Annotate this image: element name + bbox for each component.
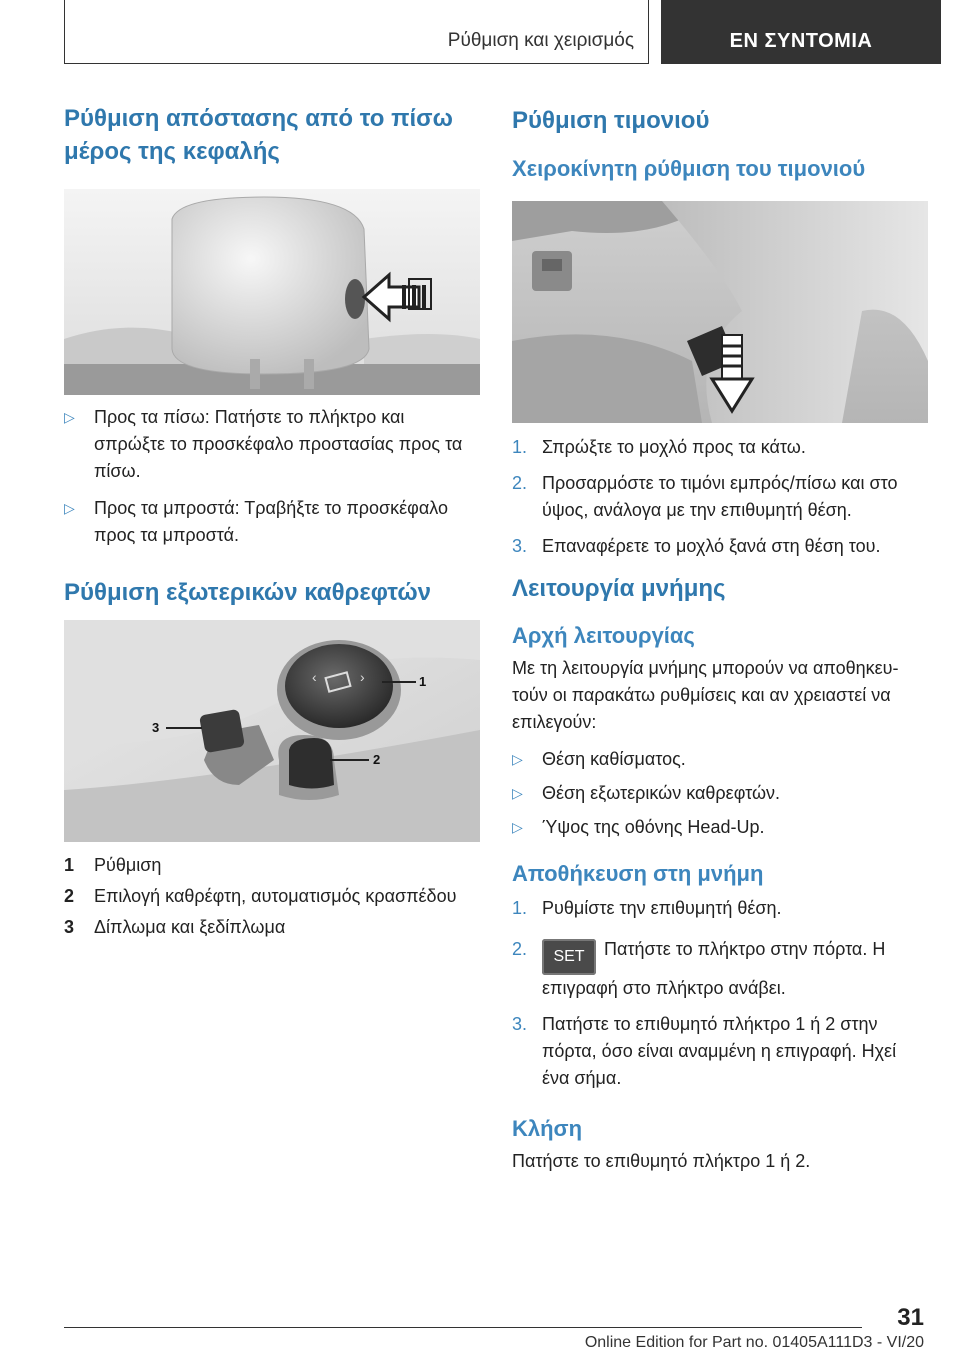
svg-text:›: › — [360, 669, 365, 685]
header-section-box — [64, 0, 649, 64]
recall-subtitle: Κλήση — [512, 1116, 583, 1141]
step-num: 1. — [512, 898, 528, 918]
store-subtitle: Αποθήκευση στη μνήμη — [512, 861, 764, 886]
footer-divider — [64, 1327, 862, 1328]
list-item: ▷ Θέση καθίσματος. — [512, 746, 928, 773]
list-item — [512, 895, 928, 922]
mirror-title: Ρύθμιση εξωτερικών καθρεφτών — [64, 579, 431, 606]
mirror-callout-2: 2 — [373, 752, 381, 767]
mirror-legend — [64, 852, 484, 941]
list-item — [512, 936, 928, 1002]
steering-steps — [512, 434, 928, 560]
step-text: Σπρώξτε το μοχλό προς τα κάτω. — [542, 437, 806, 457]
list-item: ▷ Θέση εξωτερικών καθρεφτών. — [512, 780, 928, 807]
footer-edition: Online Edition for Part no. 01405A111D3 - VI/20 — [584, 1334, 924, 1351]
steering-subtitle: Χειροκίνητη ρύθμιση του τιμονιού — [512, 156, 866, 181]
steering-lever-image — [512, 201, 928, 423]
memory-intro: Με τη λειτουργία μνήμης μπορούν να αποθηκευ‐τούν οι παρακάτω ρυθμίσεις και αν χρειαστεί να επιλεγούν: — [512, 658, 899, 732]
header-section: Ρύθμιση και χειρισμός — [447, 30, 634, 51]
step-text: Προσαρμόστε το τιμόνι εμπρός/πίσω και στο ύψος, ανάλογα με την επιθυμητή θέση. — [542, 473, 898, 520]
list-item: ▷ Προς τα πίσω: Πατήστε το πλήκτρο και σπρώξτε το προσκέφαλο προστασίας προς τα πίσω. — [64, 404, 480, 485]
legend-text: Επιλογή καθρέφτη, αυτοματισμός κρασπέδου — [94, 886, 457, 906]
step-num: 2. — [512, 473, 528, 493]
memory-list — [512, 746, 928, 841]
step-text: Επαναφέρετε το μοχλό ξανά στη θέση του. — [542, 536, 881, 556]
list-item: ▷ Ύψος της οθόνης Head-Up. — [512, 814, 928, 841]
list-item — [512, 434, 928, 461]
recall-text: Πατήστε το επιθυμητό πλήκτρο 1 ή 2. — [512, 1151, 811, 1171]
page-number: 31 — [897, 1304, 924, 1331]
list-item: ▷ Προς τα μπροστά: Τραβήξτε το προσκέφαλο προς τα μπροστά. — [64, 495, 480, 549]
legend-text: Ρύθμιση — [94, 855, 162, 875]
mirror-title-wrap — [64, 576, 484, 609]
legend-item — [64, 883, 484, 910]
steering-steps-wrap — [512, 434, 928, 569]
header-chapter: ΕΝ ΣΥΝΤΟΜΙΑ — [729, 30, 873, 52]
list-item — [512, 470, 928, 524]
mirror-callout-1: 1 — [419, 674, 427, 689]
list-item — [512, 533, 928, 560]
right-column-top — [512, 104, 928, 184]
legend-num: 3 — [64, 917, 75, 937]
step-text: Πατήστε το πλήκτρο στην πόρτα. Η επιγραφή στο πλήκτρο ανάβει. — [542, 939, 886, 998]
legend-num: 2 — [64, 886, 75, 906]
svg-text:‹: ‹ — [312, 669, 317, 685]
mirror-switch-image — [64, 620, 480, 842]
set-button-icon: SET — [542, 939, 596, 975]
legend-text: Δίπλωμα και ξεδίπλωμα — [94, 917, 286, 937]
step-num: 3. — [512, 536, 528, 556]
step-num: 3. — [512, 1014, 528, 1034]
legend-num: 1 — [64, 855, 75, 875]
step-text: Ρυθμίστε την επιθυμητή θέση. — [542, 898, 782, 918]
left-column — [64, 102, 480, 168]
headrest-list-wrap — [64, 404, 480, 559]
memory-wrap — [512, 572, 928, 1175]
legend-item — [64, 914, 484, 941]
mirror-legend-wrap — [64, 852, 484, 945]
step-num: 1. — [512, 437, 528, 457]
memory-subtitle: Αρχή λειτουργίας — [512, 623, 695, 648]
headrest-image — [64, 189, 480, 395]
list-item — [512, 1011, 928, 1092]
step-text: Πατήστε το επιθυμητό πλήκτρο 1 ή 2 στην πόρτα, όσο είναι αναμμένη η επιγραφή. Ηχεί ένα σήμα. — [542, 1014, 897, 1088]
header-chapter-box — [661, 0, 941, 64]
mirror-callout-3: 3 — [152, 720, 160, 735]
legend-item — [64, 852, 484, 879]
headrest-title: Ρύθμιση απόστασης από το πίσω μέρος της κεφαλής — [64, 105, 453, 165]
store-steps — [512, 895, 928, 1092]
steering-title: Ρύθμιση τιμονιού — [512, 107, 710, 134]
headrest-list — [64, 404, 480, 549]
step-num: 2. — [512, 939, 528, 959]
memory-title: Λειτουργία μνήμης — [512, 575, 726, 602]
